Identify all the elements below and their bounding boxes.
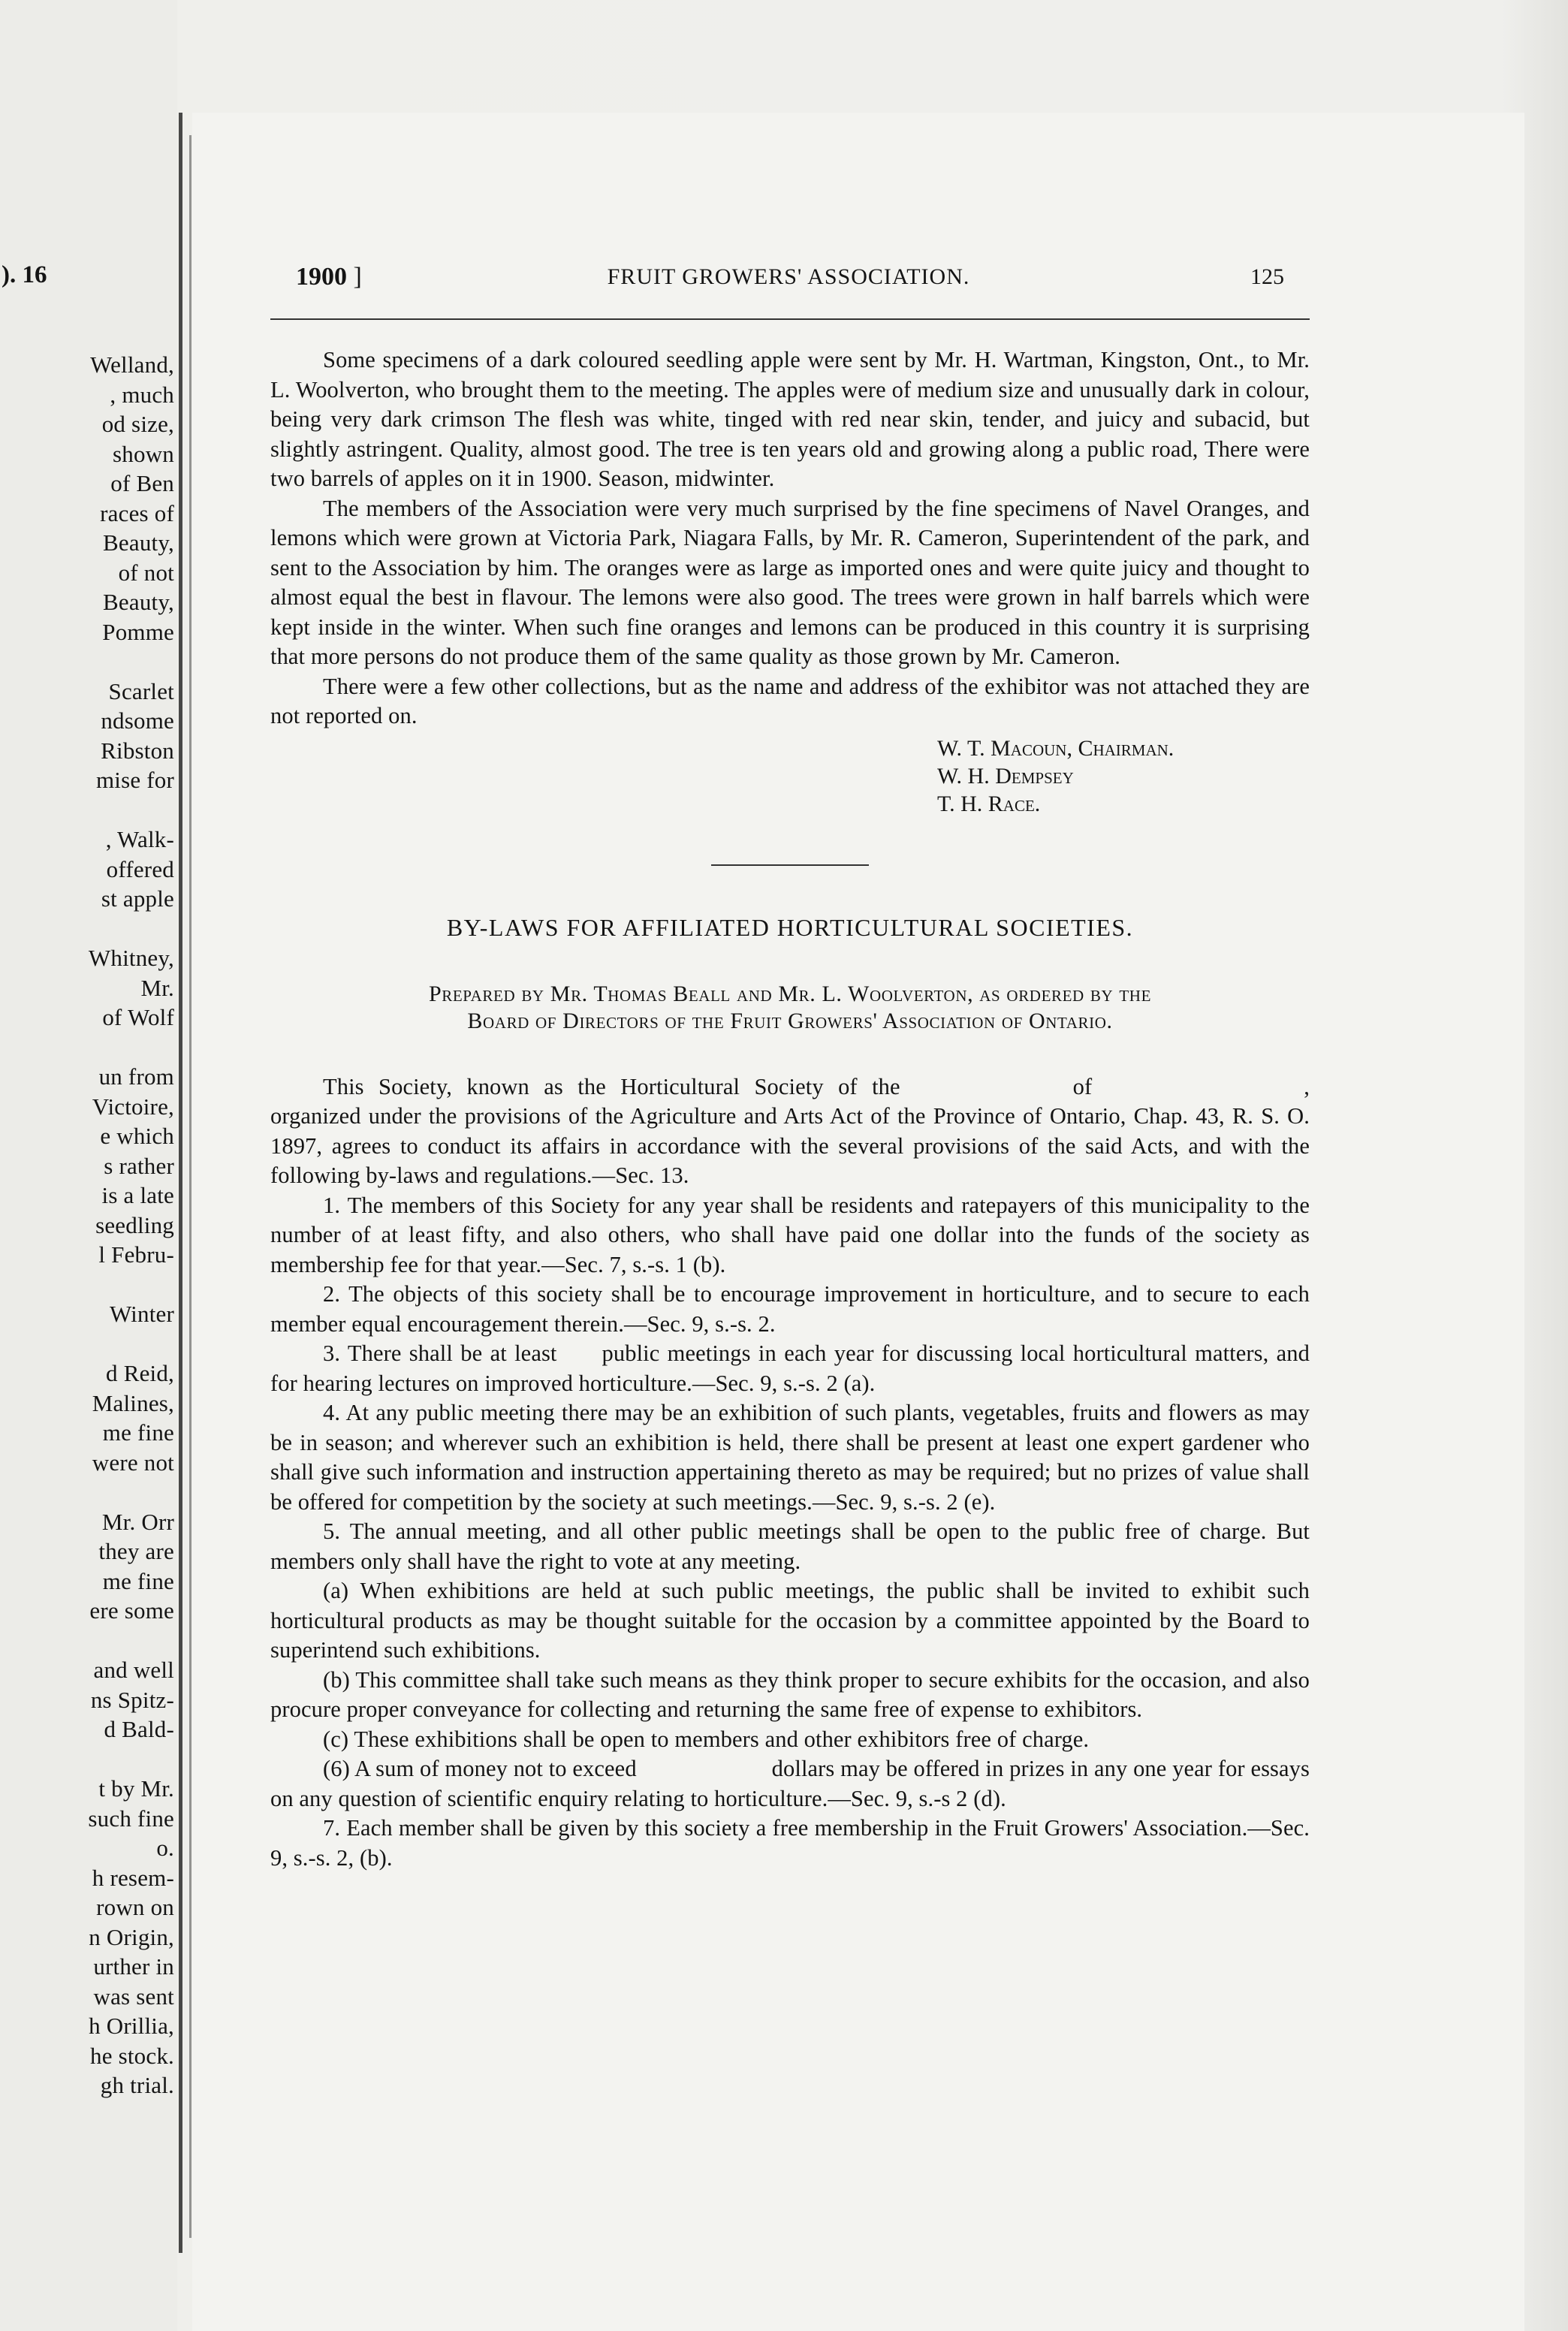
left-page-line: Malines,: [92, 1389, 174, 1416]
left-page-line: un from: [98, 1063, 174, 1090]
bylaw-item: 5. The annual meeting, and all other public meetings shall be open to the public free of charge. But members only shall have the right to vote at any meeting.: [270, 1518, 1310, 1574]
left-page-line: Winter: [109, 1301, 174, 1327]
left-page-line: d Bald-: [104, 1716, 174, 1742]
left-page-line: ere some: [89, 1597, 174, 1624]
left-page-line: Mr.: [140, 974, 174, 1001]
left-page-line: ndsome: [101, 707, 174, 734]
section-divider: [711, 864, 869, 866]
left-page-line: is a late: [101, 1182, 174, 1208]
bylaw-item: (c) These exhibitions shall be open to members and other exhibitors free of charge.: [323, 1726, 1090, 1752]
item-text: (6) A sum of money not to exceed: [323, 1756, 637, 1781]
left-page-line: n Origin,: [89, 1923, 174, 1950]
intro-of: of: [1072, 1073, 1093, 1099]
left-facing-page: [0, 0, 177, 2331]
left-page-line: l Febru-: [98, 1241, 174, 1268]
left-page-line: Victoire,: [92, 1093, 174, 1120]
prepared-line: Board of Directors of the Fruit Growers' Association of Ontario.: [467, 1008, 1113, 1033]
signature-member: W. H. Dempsey: [937, 763, 1074, 789]
item-text: 3. There shall be at least: [323, 1340, 557, 1366]
left-page-line: of Wolf: [102, 1004, 174, 1030]
running-header: [293, 263, 1284, 296]
year-bracket: ]: [353, 263, 362, 291]
left-page-line: t by Mr.: [98, 1775, 174, 1802]
left-page-line: h Orillia,: [89, 2013, 174, 2039]
left-page-line: d Reid,: [106, 1360, 174, 1386]
item-text: dollars may be offered in prizes in any one year for essays on any question of scientific enquiry relating to horticulture.—Sec. 9, s.-s 2 (d).: [270, 1756, 1310, 1811]
header-title: FRUIT GROWERS' ASSOCIATION.: [607, 264, 970, 289]
left-page-line: me fine: [102, 1567, 174, 1594]
left-page-line: was sent: [93, 1983, 174, 2010]
left-page-line: he stock.: [90, 2042, 174, 2069]
left-page-line: , Walk-: [105, 826, 174, 852]
bylaw-item: [270, 1754, 1310, 1814]
header-rule: [270, 318, 1310, 320]
left-page-line: s rather: [104, 1152, 174, 1179]
page-number: 125: [1250, 264, 1284, 289]
left-page-line: urther in: [93, 1953, 174, 1980]
left-page-line: Pomme: [102, 618, 174, 645]
left-page-line: Whitney,: [88, 945, 174, 971]
report-paragraph: Some specimens of a dark coloured seedling apple were sent by Mr. H. Wartman, Kingston, Ont., to Mr. L. Woolverton, who brought them to the meeting. The apples were of medium size and unusually dark in colour, being very dark crimson The flesh was white, tinged with red near skin, tender, and juicy and subacid, but slightly astringent. Quality, almost good. The tree is ten years old and growing along a public road, There were two barrels of apples on it in 1900. Season, midwinter.: [270, 347, 1310, 491]
year-text: 1900: [296, 263, 347, 291]
left-page-line: of Ben: [110, 470, 174, 496]
left-page-line: were not: [92, 1449, 174, 1476]
left-page-line: Mr. Orr: [101, 1508, 174, 1535]
page-gutter-shadow: [179, 113, 182, 2253]
left-page-line: seedling: [95, 1211, 174, 1238]
left-page-line: they are: [98, 1538, 174, 1564]
bylaw-item: (b) This committee shall take such means as they think proper to secure exhibits for the occasion, and also procure proper conveyance for collecting and returning the same free of expense to exhibitors.: [270, 1666, 1310, 1722]
left-page-line: shown: [113, 440, 174, 467]
left-page-line: such fine: [88, 1805, 174, 1832]
left-page-line: od size,: [101, 411, 174, 437]
left-page-line: Beauty,: [103, 589, 174, 615]
left-page-line: rown on: [96, 1894, 174, 1920]
left-page-line: mise for: [95, 767, 174, 793]
left-page-line: me fine: [102, 1419, 174, 1446]
prepared-line: Prepared by Mr. Thomas Beall and Mr. L. Woolverton, as ordered by the: [428, 981, 1151, 1006]
bylaw-item: [270, 1339, 1310, 1398]
section-title: BY-LAWS FOR AFFILIATED HORTICULTURAL SOCIETIES.: [446, 913, 1134, 941]
item-text: public meetings in each year for discussing local horticultural matters, and for hearing lectures on improved horticulture.—Sec. 9, s.-s. 2 (a).: [270, 1340, 1310, 1396]
left-page-line: Scarlet: [108, 677, 174, 704]
left-page-line: of not: [118, 559, 174, 586]
page-gutter-edge: [189, 135, 191, 2238]
left-page-line: offered: [106, 855, 174, 882]
left-page-line: , much: [110, 381, 174, 408]
left-page-line: Ribston: [101, 737, 174, 764]
signature-block: [270, 734, 1310, 818]
left-page-line: and well: [93, 1657, 174, 1683]
left-page-line: st apple: [101, 885, 174, 912]
report-paragraph: The members of the Association were very much surprised by the fine specimens of Navel Oranges, and lemons which were grown at Victoria Park, Niagara Falls, by Mr. R. Cameron, Superintendent of the park, and sent to the Association by him. The oranges were as large as imported ones and were quite juicy and thought to almost equal the best in flavour. The lemons were also good. The trees were grown in half barrels which were kept inside in the winter. When such fine oranges and lemons can be produced in this country it is surprising that more persons do not produce them of the same quality as those grown by Mr. Cameron.: [270, 495, 1310, 669]
bylaw-item: 2. The objects of this society shall be to encourage improvement in horticulture, and to secure to each member equal encouragement therein.—Sec. 9, s.-s. 2.: [270, 1281, 1310, 1337]
bylaws-intro: [270, 1072, 1310, 1191]
bylaw-item: (a) When exhibitions are held at such public meetings, the public shall be invited to exhibit such horticultural products as may be thought suitable for the occasion by a committee appointed by the Board to superintend such exhibitions.: [270, 1578, 1310, 1663]
left-page-line: e which: [100, 1123, 174, 1149]
left-page-line: gh trial.: [100, 2072, 174, 2098]
signature-member: T. H. Race.: [937, 791, 1041, 816]
left-page-line: races of: [100, 499, 174, 526]
left-page-line: o.: [156, 1835, 174, 1861]
intro-text: organized under the provisions of the Agriculture and Arts Act of the Province of Ontario, Chap. 43, R. S. O. 1897, agrees to conduct its affairs in accordance with the several provisions of the said Acts, and with the following by-laws and regulations.—Sec. 13.: [270, 1103, 1310, 1188]
intro-text: This Society, known as the Horticultural Society of the: [323, 1073, 900, 1099]
report-paragraph: There were a few other collections, but as the name and address of the exhibitor was not attached they are not reported on.: [270, 673, 1310, 728]
left-page-line: Beauty,: [103, 529, 174, 556]
left-page-line: h resem-: [92, 1864, 174, 1891]
left-page-line: Welland,: [90, 351, 174, 378]
left-page-header: ). 16: [2, 261, 47, 288]
page-body: [270, 345, 1310, 1873]
bylaw-item: 4. At any public meeting there may be an exhibition of such plants, vegetables, fruits and flowers as may be in season; and wherever such an exhibition is held, there shall be present at least one expert gardener who shall give such information and instruction appertaining thereto as may be required; but no prizes of value shall be offered for competition by the society at such meetings.—Sec. 9, s.-s. 2 (e).: [270, 1400, 1310, 1515]
left-page-line: ns Spitz-: [90, 1686, 174, 1713]
intro-comma: ,: [1304, 1073, 1310, 1099]
bylaw-item: 7. Each member shall be given by this society a free membership in the Fruit Growers' Association.—Sec. 9, s.-s. 2, (b).: [270, 1815, 1310, 1871]
prepared-by-note: [270, 981, 1310, 1035]
bylaw-item: 1. The members of this Society for any year shall be residents and ratepayers of this municipality to the number of at least fifty, and also others, who shall have paid one dollar into the funds of the society as membership fee for that year.—Sec. 7, s.-s. 1 (b).: [270, 1192, 1310, 1277]
signature-chairman: W. T. Macoun, Chairman.: [937, 735, 1174, 761]
